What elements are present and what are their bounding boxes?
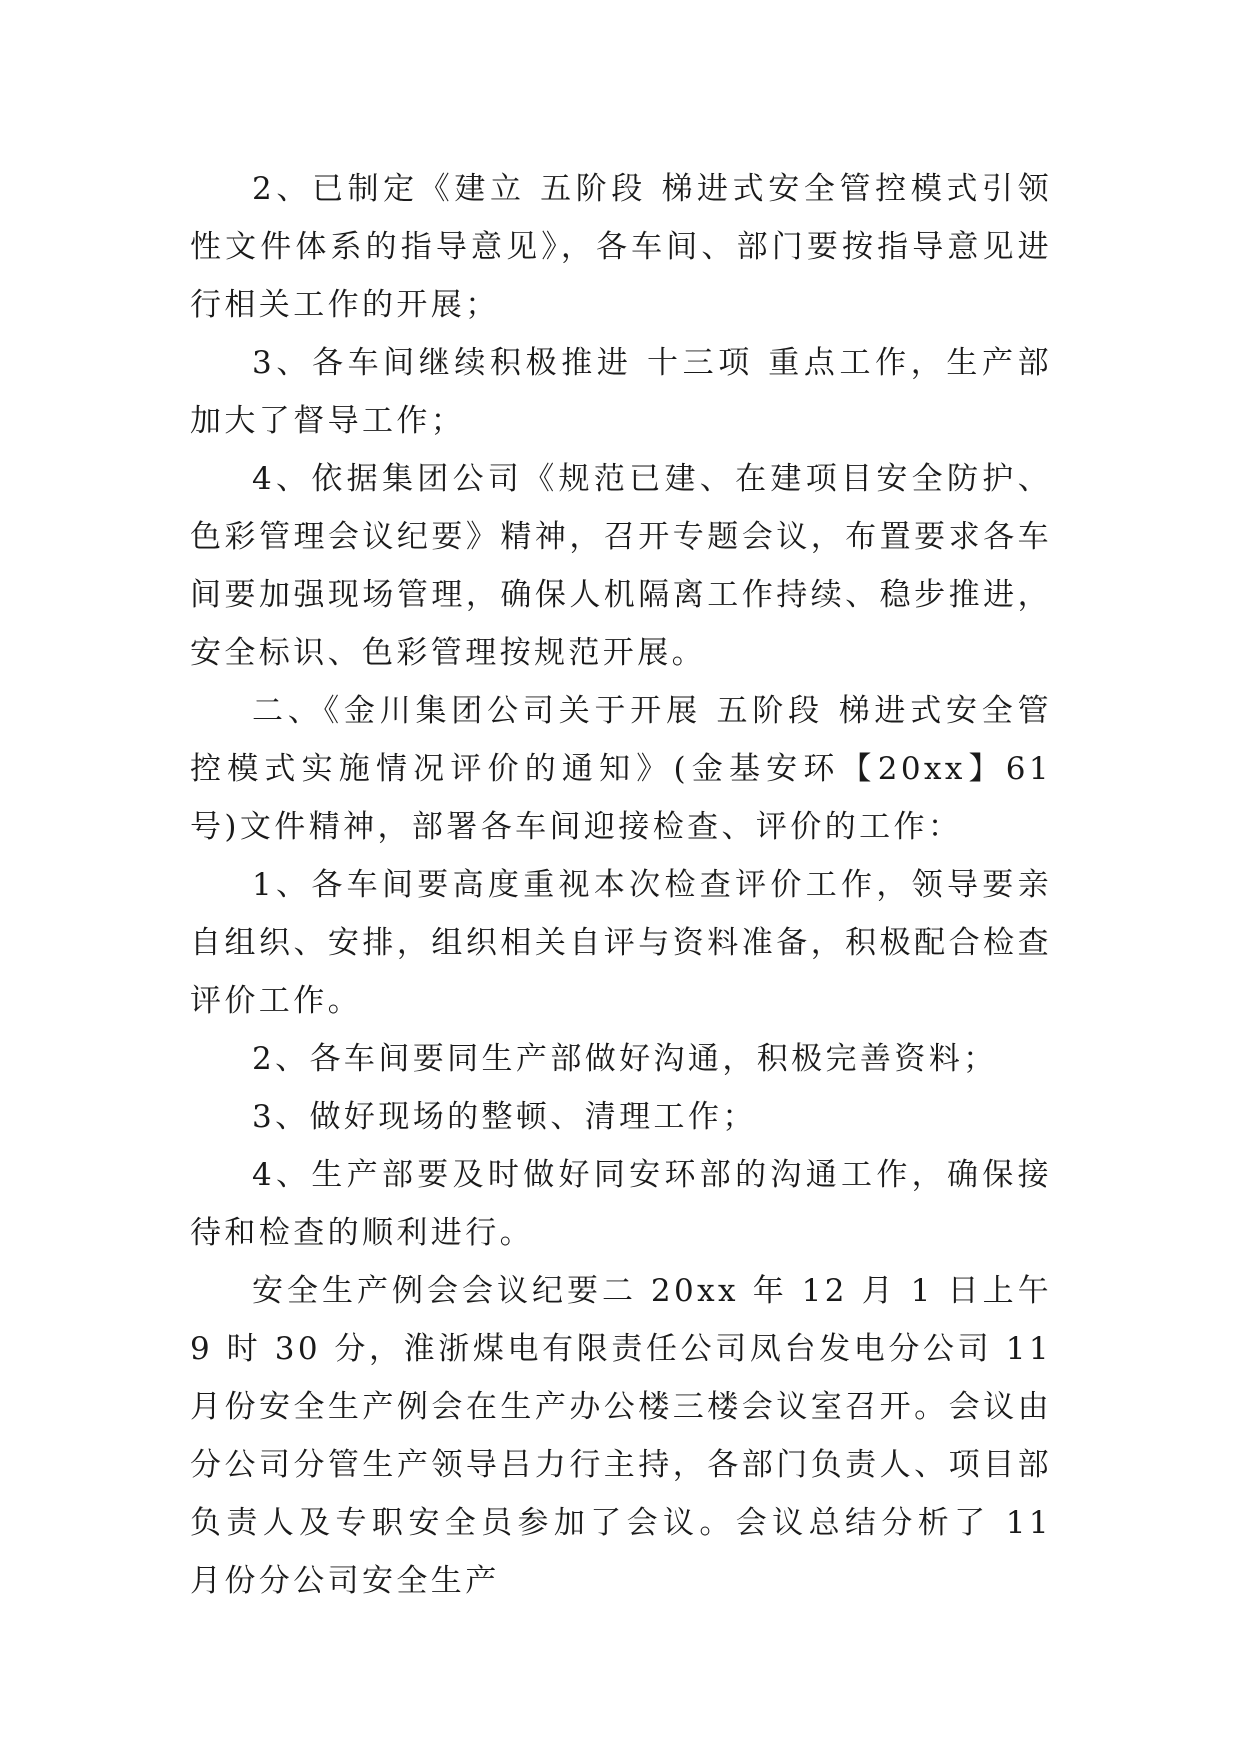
paragraph-item-4-color-management: 4、依据集团公司《规范已建、在建项目安全防护、色彩管理会议纪要》精神，召开专题会议，布置要求各车间要加强现场管理，确保人机隔离工作持续、稳步推进，安全标识、色彩管理按规范开展。 <box>190 461 1052 671</box>
paragraph-section-2-notice: 二、《金川集团公司关于开展 五阶段 梯进式安全管控模式实施情况评价的通知》(金基安环【20xx】61 号)文件精神，部署各车间迎接检查、评价的工作： <box>190 693 1052 845</box>
paragraph-item-1-inspection: 1、各车间要高度重视本次检查评价工作，领导要亲自组织、安排，组织相关自评与资料准备，积极配合检查评价工作。 <box>190 867 1052 1019</box>
paragraph-meeting-minutes-2: 安全生产例会会议纪要二 20xx 年 12 月 1 日上午 9 时 30 分，淮浙煤电有限责任公司凤台发电分公司 11 月份安全生产例会在生产办公楼三楼会议室召开。会议由分公司分管生产领导吕力行主持，各部门负责人、项目部负责人及专职安全员参加了会议。会议总结分析了 11 月份分公司安全生产 <box>190 1273 1052 1599</box>
paragraph-item-2-communication: 2、各车间要同生产部做好沟通，积极完善资料； <box>252 1041 998 1077</box>
paragraph-item-3-key-tasks: 3、各车间继续积极推进 十三项 重点工作，生产部加大了督导工作； <box>190 345 1052 439</box>
paragraph-item-2-guidance: 2、已制定《建立 五阶段 梯进式安全管控模式引领性文件体系的指导意见》，各车间、部门要按指导意见进行相关工作的开展； <box>190 171 1052 323</box>
paragraph-item-3-site-cleanup: 3、做好现场的整顿、清理工作； <box>252 1099 757 1135</box>
paragraph-item-4-reception: 4、生产部要及时做好同安环部的沟通工作，确保接待和检查的顺利进行。 <box>190 1157 1052 1251</box>
document-body <box>190 160 1052 1610</box>
